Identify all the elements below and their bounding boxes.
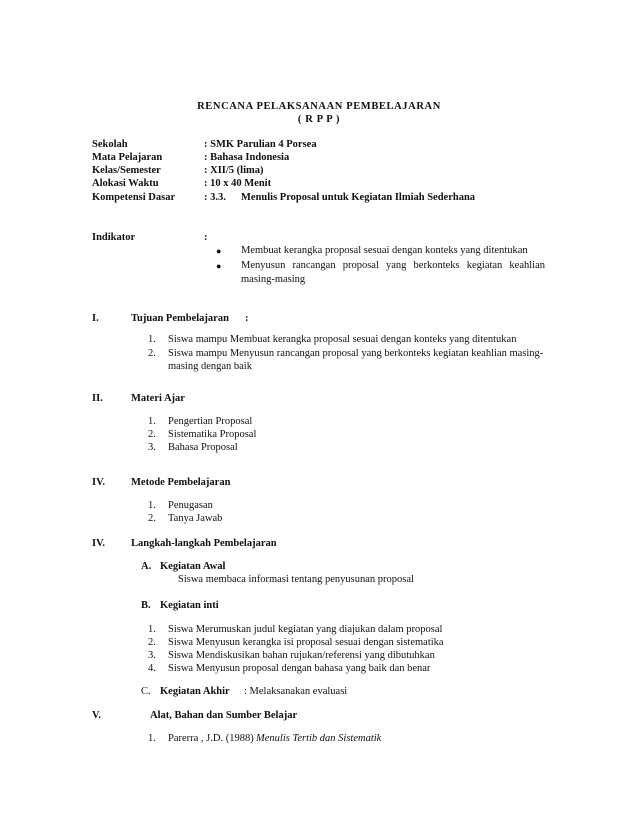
list-number: 3. — [148, 442, 156, 453]
document-title: RENCANA PELAKSANAAN PEMBELAJARAN — [197, 101, 441, 112]
list-number: 2. — [148, 637, 156, 648]
list-item: Sistematika Proposal — [168, 429, 257, 440]
identity-label-alokasi: Alokasi Waktu — [92, 178, 159, 189]
list-item: Siswa Menyusun kerangka isi proposal sesuai dengan sistematika — [168, 637, 444, 648]
section-number: II. — [92, 393, 103, 404]
subsection-text: : Melaksanakan evaluasi — [244, 686, 348, 697]
list-number: 2. — [148, 429, 156, 440]
list-item: Bahasa Proposal — [168, 442, 238, 453]
indikator-item: Membuat kerangka proposal sesuai dengan konteks yang ditentukan — [241, 245, 528, 256]
list-item: Siswa Mendiskusikan bahan rujukan/referensi yang dibutuhkan — [168, 650, 435, 661]
section-number: IV. — [92, 538, 105, 549]
list-number: 1. — [148, 733, 156, 744]
identity-value-alokasi: : 10 x 40 Menit — [204, 178, 272, 189]
identity-value-kelas: : XII/5 (lima) — [204, 165, 264, 176]
indikator-colon: : — [204, 232, 208, 243]
document-subtitle: ( R P P ) — [297, 114, 341, 125]
section-number: IV. — [92, 477, 105, 488]
list-number: 2. — [148, 348, 156, 359]
indikator-item-continued: masing-masing — [241, 274, 306, 285]
section-title: Materi Ajar — [131, 393, 185, 404]
section-title: Tujuan Pembelajaran — [131, 313, 229, 324]
subsection-text: Siswa membaca informasi tentang penyusunan proposal — [178, 574, 414, 585]
list-item: Siswa Merumuskan judul kegiatan yang diajukan dalam proposal — [168, 624, 443, 635]
reference-author: Parerra , J.D. (1988) — [168, 733, 254, 744]
identity-value-mapel: : Bahasa Indonesia — [204, 152, 290, 163]
identity-label-mapel: Mata Pelajaran — [92, 152, 163, 163]
list-number: 3. — [148, 650, 156, 661]
list-number: 1. — [148, 416, 156, 427]
identity-value-kd: Menulis Proposal untuk Kegiatan Ilmiah Sederhana — [241, 192, 476, 203]
list-item: Tanya Jawab — [168, 513, 223, 524]
identity-label-kd: Kompetensi Dasar — [92, 192, 176, 203]
subsection-letter: B. — [141, 600, 151, 611]
list-item: Siswa mampu Membuat kerangka proposal sesuai dengan konteks yang ditentukan — [168, 334, 517, 345]
section-title: Metode Pembelajaran — [131, 477, 231, 488]
section-colon: : — [245, 313, 249, 324]
subsection-title: Kegiatan Awal — [160, 561, 226, 572]
list-number: 4. — [148, 663, 156, 674]
indikator-item: Menyusun rancangan proposal yang berkonteks kegiatan keahlian — [241, 260, 545, 271]
list-item: Siswa mampu Menyusun rancangan proposal yang berkonteks kegiatan keahlian masing- — [168, 348, 544, 359]
bullet-icon: ● — [216, 261, 222, 271]
subsection-title: Kegiatan inti — [160, 600, 219, 611]
list-item: Pengertian Proposal — [168, 416, 253, 427]
section-title: Alat, Bahan dan Sumber Belajar — [150, 710, 298, 721]
list-number: 1. — [148, 500, 156, 511]
section-number: V. — [92, 710, 101, 721]
subsection-title: Kegiatan Akhir — [160, 686, 230, 697]
list-number: 1. — [148, 624, 156, 635]
subsection-letter: A. — [141, 561, 152, 572]
list-number: 1. — [148, 334, 156, 345]
list-number: 2. — [148, 513, 156, 524]
identity-value-sekolah: : SMK Parulian 4 Porsea — [204, 139, 317, 150]
list-item: Penugasan — [168, 500, 213, 511]
reference-book-title: Menulis Tertib dan Sistematik — [256, 733, 382, 744]
list-item-continued: masing dengan baik — [168, 361, 252, 372]
bullet-icon: ● — [216, 246, 222, 256]
identity-label-kelas: Kelas/Semester — [92, 165, 161, 176]
section-title: Langkah-langkah Pembelajaran — [131, 538, 277, 549]
indikator-label: Indikator — [92, 232, 136, 243]
list-item: Siswa Menyusun proposal dengan bahasa yang baik dan benar — [168, 663, 431, 674]
subsection-letter: C. — [141, 686, 151, 697]
section-number: I. — [92, 313, 99, 324]
identity-label-sekolah: Sekolah — [92, 139, 128, 150]
identity-value-kd-number: : 3.3. — [204, 192, 226, 203]
